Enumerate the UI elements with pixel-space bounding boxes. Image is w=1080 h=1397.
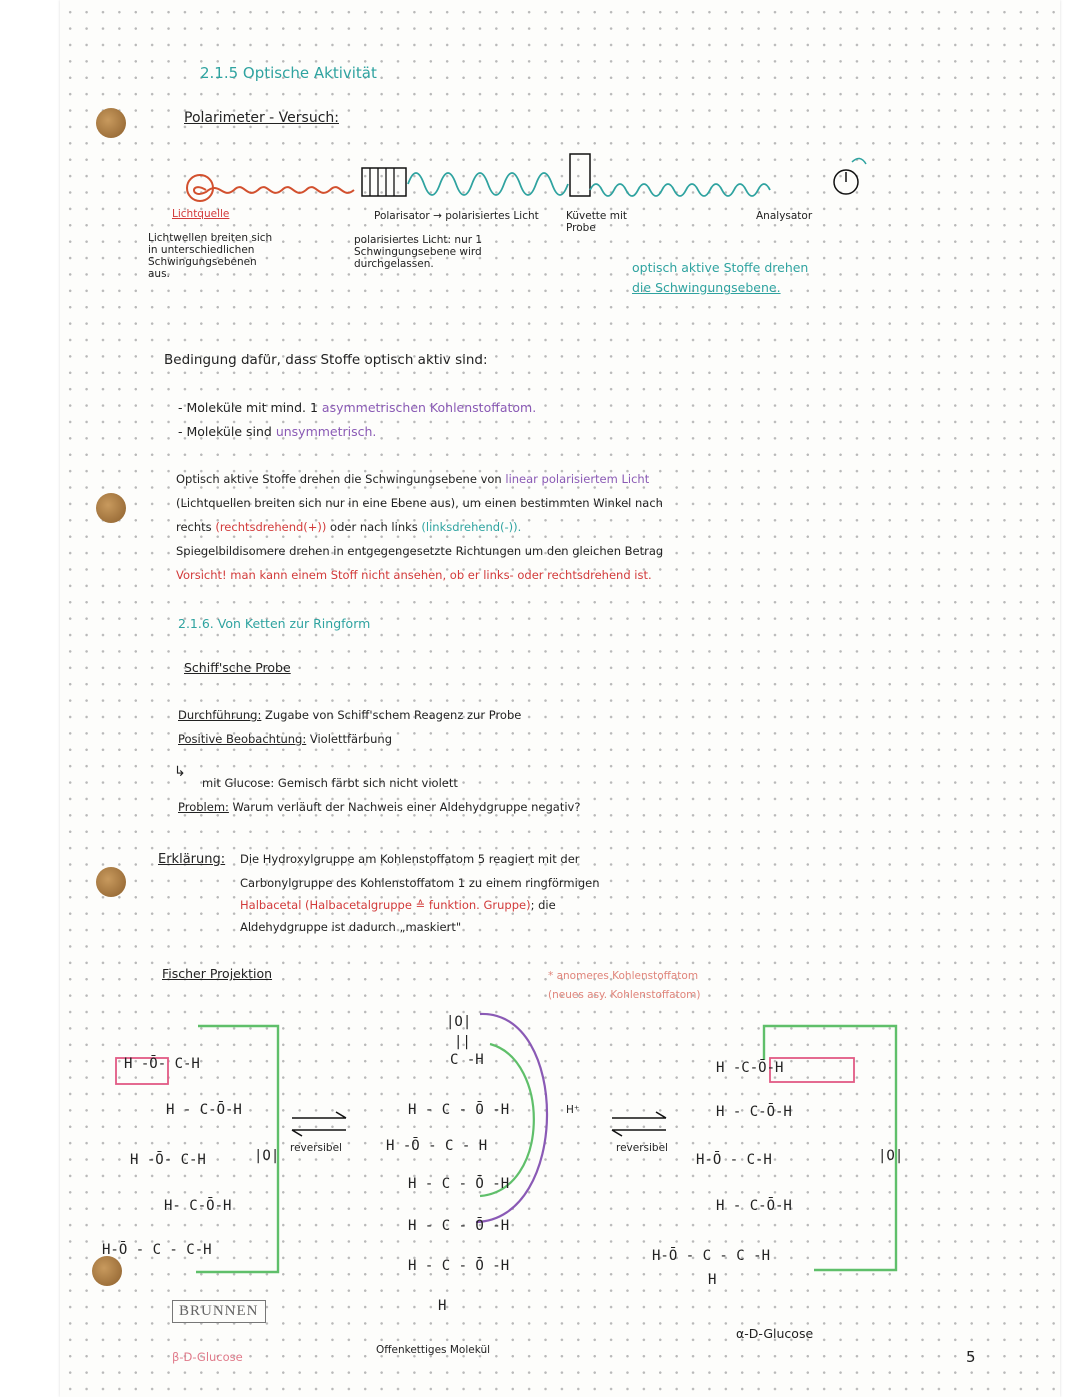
condition-text: - Moleküle mit mind. 1 (178, 400, 322, 415)
formula-line: || (454, 1034, 471, 1050)
procedure-line (178, 708, 521, 722)
formula-line: H- C-Ō-H (164, 1198, 232, 1214)
highlight: Halbacetal (Halbacetalgruppe ≙ funktion. Gruppe) (240, 898, 531, 912)
label: Positive Beobachtung: (178, 732, 307, 746)
formula-line: H -Ō- C-H (124, 1056, 200, 1072)
text: oder nach links (326, 520, 422, 534)
formula-line: H-Ō - C-H (696, 1152, 772, 1168)
condition-item (178, 424, 376, 439)
paragraph-line: (Lichtquellen breiten sich nur in eine Ebene aus), um einen bestimmten Winkel nach (176, 496, 663, 510)
equilibrium-arrows-icon (290, 1110, 350, 1140)
paragraph-line (176, 472, 649, 486)
anomer-line: (neues asy. Kohlenstoffatom) (548, 989, 701, 1001)
cuvette-label (566, 210, 627, 234)
warning-line: Vorsicht! man kann einem Stoff nicht ansehen, ob er links- oder rechtsdrehend ist. (176, 568, 652, 582)
section-heading: 2.1.6. Von Ketten zur Ringform (178, 616, 371, 631)
explanation-line: Die Hydroxylgruppe am Kohlenstoffatom 5 reagiert mit der (240, 852, 580, 866)
explanation-line: Aldehydgruppe ist dadurch „maskiert" (240, 920, 462, 934)
optical-note-line: die Schwingungsebene. (632, 280, 781, 295)
label: Problem: (178, 800, 229, 814)
formula-line: H -Ō - C - H (386, 1138, 488, 1154)
formula-line: H-Ō - C - C -H (652, 1248, 771, 1264)
condition-highlight: asymmetrischen Kohlenstoffatom. (321, 400, 537, 415)
punch-hole (96, 108, 126, 138)
text: Zugabe von Schiff'schem Reagenz zur Probe (261, 708, 522, 722)
alpha-glucose-ring (750, 1010, 950, 1330)
text: ; die (530, 898, 556, 912)
formula-line: H - C-Ō-H (716, 1104, 792, 1120)
subheading: Schiff'sche Probe (184, 660, 291, 675)
arrow-icon: ↳ (174, 764, 186, 780)
subheading: Polarimeter - Versuch: (184, 110, 339, 126)
conditions-title: Bedingung dafür, dass Stoffe optisch aktiv sind: (164, 352, 488, 368)
punch-hole (96, 867, 126, 897)
light-desc-line: Lichtwellen breiten sich (148, 232, 273, 244)
condition-highlight: unsymmetrisch. (275, 424, 377, 439)
light-desc-line: in unterschiedlichen (148, 244, 255, 256)
light-desc-line: aus. (148, 268, 170, 280)
light-source-label: Lichtquelle (172, 208, 230, 220)
formula-line: H (708, 1272, 717, 1288)
formula-line: H - C-Ō-H (716, 1198, 792, 1214)
analyzer-label: Analysator (756, 210, 813, 222)
anomer-line: * anomeres Kohlenstoffatom (548, 970, 699, 982)
text: Optisch aktive Stoffe drehen die Schwingungsebene von (176, 472, 506, 486)
explanation-line (240, 898, 556, 912)
problem-line (178, 800, 580, 814)
polarizer-desc-line: Schwingungsebene wird (354, 246, 482, 258)
formula-line: H -C-Ō-H (716, 1060, 784, 1076)
explanation-line: Carbonylgruppe des Kohlenstoffatom 1 zu einem ringförmigen (240, 876, 600, 890)
cuvette-line: Küvette mit (566, 210, 627, 222)
label: Durchführung: (178, 708, 262, 722)
formula-line: |O| (446, 1014, 472, 1030)
brand-stamp: BRUNNEN (172, 1300, 266, 1323)
optical-note (632, 258, 808, 298)
polarizer-label: Polarisator → polarisiertes Licht (374, 210, 539, 222)
anomer-note (548, 966, 700, 1004)
h-plus: H⁺ (566, 1104, 580, 1116)
observation-line (178, 732, 392, 746)
text: Violettfärbung (306, 732, 393, 746)
ring-oxygen: |O| (254, 1148, 280, 1164)
reversibel-label: reversibel (616, 1142, 668, 1154)
formula-line: C -H (450, 1052, 484, 1068)
formula-line: H-Ō - C - C-H (102, 1242, 212, 1258)
ring-oxygen: |O| (878, 1148, 904, 1164)
page-number: 5 (966, 1348, 976, 1366)
optical-note-line: optisch aktive Stoffe drehen (632, 260, 809, 275)
light-desc-line: Schwingungsebenen (148, 256, 257, 268)
glucose-line: mit Glucose: Gemisch färbt sich nicht violett (202, 776, 458, 790)
open-chain-label: Offenkettiges Molekül (376, 1344, 491, 1356)
paragraph-line (176, 520, 521, 534)
text: Warum verläuft der Nachweis einer Aldehydgruppe negativ? (228, 800, 581, 814)
paragraph-line: Spiegelbildisomere drehen in entgegengesetzte Richtungen um den gleichen Betrag (176, 544, 664, 558)
beta-label: β-D-Glucose (172, 1350, 243, 1364)
formula-line: H (438, 1298, 447, 1314)
reversibel-label: reversibel (290, 1142, 342, 1154)
polarizer-desc-line: durchgelassen. (354, 258, 434, 270)
formula-line: H - C - Ō -H (408, 1176, 510, 1192)
formula-line: H - C-Ō-H (166, 1102, 242, 1118)
highlight: (rechtsdrehend(+)) (215, 520, 327, 534)
highlight: (linksdrehend(-)). (421, 520, 522, 534)
section-heading: 2.1.5 Optische Aktivität (200, 64, 377, 82)
alpha-label: α-D-Glucose (736, 1326, 814, 1341)
fischer-title: Fischer Projektion (162, 966, 273, 981)
formula-line: H - C - Ō -H (408, 1218, 510, 1234)
punch-hole (96, 493, 126, 523)
polarizer-description (354, 234, 482, 270)
highlight: linear polarisiertem Licht (505, 472, 650, 486)
formula-line: H - C - Ō -H (408, 1258, 510, 1274)
formula-line: H -Ō- C-H (130, 1152, 206, 1168)
equilibrium-arrows-icon (610, 1110, 670, 1140)
polarizer-desc-line: polarisiertes Licht: nur 1 (354, 234, 483, 246)
condition-item (178, 400, 536, 415)
condition-text: - Moleküle sind (178, 424, 276, 439)
notebook-page (60, 0, 1060, 1397)
formula-line: H - C - Ō -H (408, 1102, 510, 1118)
text: rechts (176, 520, 216, 534)
explanation-label: Erklärung: (158, 852, 226, 867)
cuvette-line: Probe (566, 222, 596, 234)
light-description (148, 232, 272, 280)
